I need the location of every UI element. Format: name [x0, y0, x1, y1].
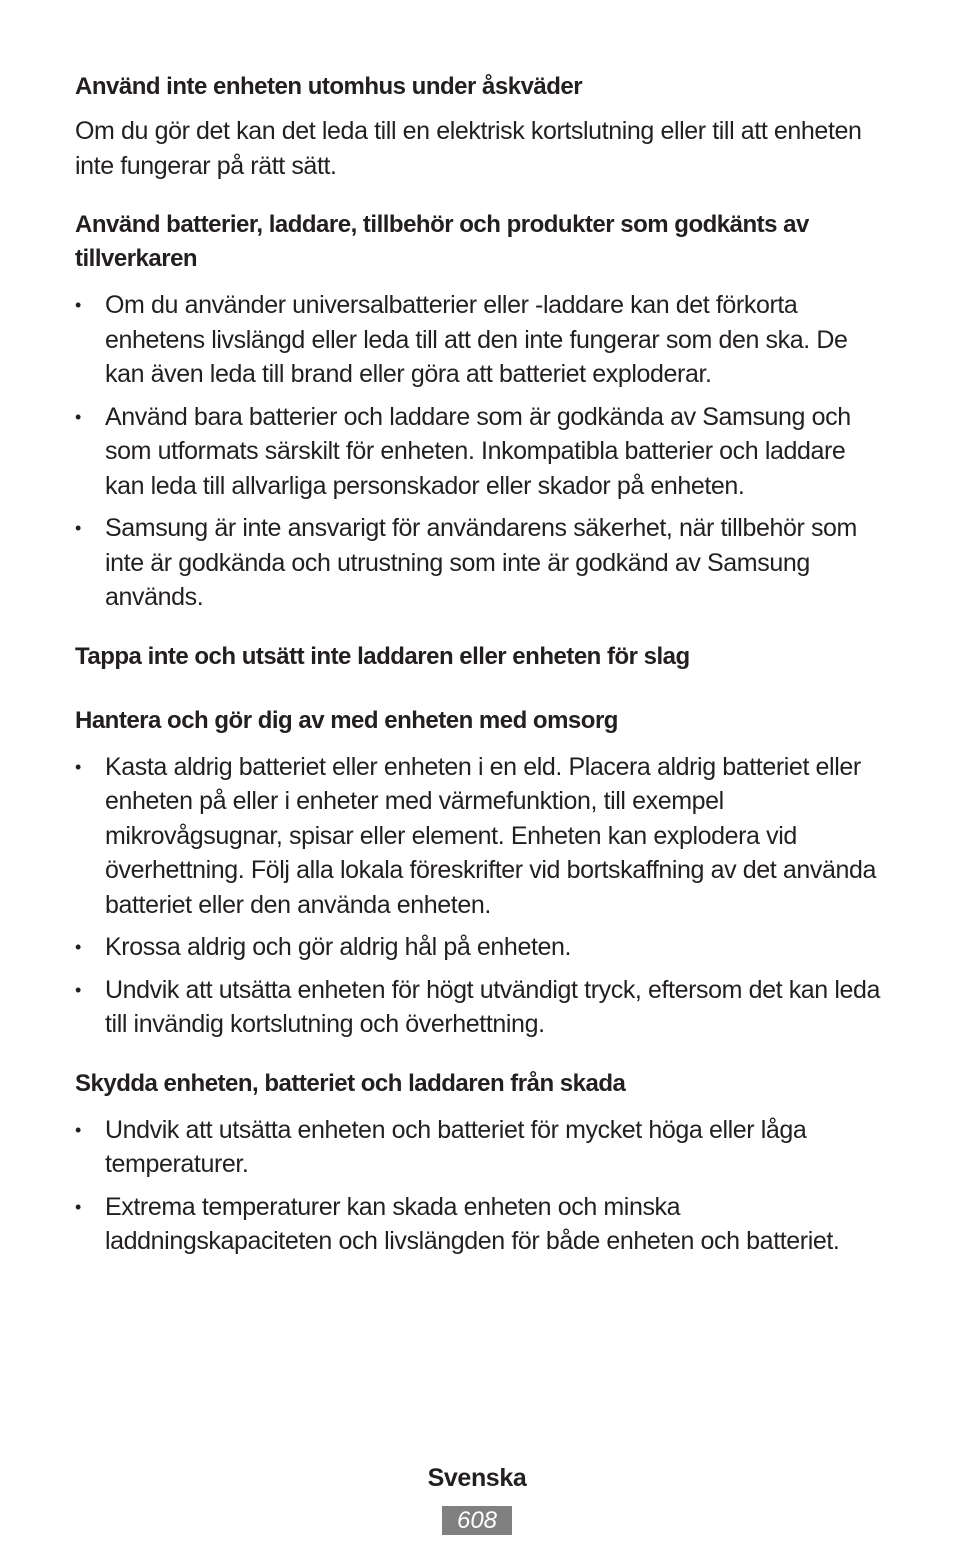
list-item-text: Undvik att utsätta enheten för högt utvändigt tryck, eftersom det kan leda till invändig kortslutning och överhettning. [105, 975, 881, 1038]
footer-language: Svenska [427, 1464, 527, 1492]
page-number: 608 [442, 1506, 512, 1535]
bullet-list [75, 288, 885, 615]
list-item [75, 973, 885, 1042]
section-paragraph: Om du gör det kan det leda till en elektrisk kortslutning eller till att enheten inte fungerar på rätt sätt. [75, 117, 862, 180]
list-item-text: Kasta aldrig batteriet eller enheten i en eld. Placera aldrig batteriet eller enheten på eller i enheter med värmefunktion, till exempel mikrovågsugnar, spisar eller element. Enheten kan explodera vid överhettning. Följ alla lokala föreskrifter vid bortskaffning av det använda batteriet eller den använda enheten. [105, 752, 876, 919]
list-item-text: Använd bara batterier och laddare som är godkända av Samsung och som utformats särskilt för enheten. Inkompatibla batterier och laddare kan leda till allvarliga personskador eller skador på enheten. [105, 402, 851, 500]
list-item-text: Extrema temperaturer kan skada enheten och minska laddningskapaciteten och livslängden för både enheten och batteriet. [105, 1192, 840, 1255]
list-item-text: Om du använder universalbatterier eller -laddare kan det förkorta enhetens livslängd eller leda till att den inte fungerar som den ska. De kan även leda till brand eller göra att batteriet exploderar. [105, 291, 848, 388]
bullet-icon: • [75, 295, 81, 315]
list-item-text: Undvik att utsätta enheten och batteriet för mycket höga eller låga temperaturer. [105, 1115, 807, 1178]
list-item-text: Samsung är inte ansvarigt för användarens säkerhet, när tillbehör som inte är godkända och utrustning som inte är godkänd av Samsung används. [105, 514, 857, 611]
bullet-list [75, 750, 885, 1042]
bullet-icon: • [75, 1196, 81, 1217]
list-item [75, 930, 885, 965]
list-item [75, 288, 885, 392]
list-item [75, 1190, 885, 1259]
section-heading: Hantera och gör dig av med enheten med omsorg [75, 706, 618, 734]
section-heading: Använd inte enheten utomhus under åskväder [75, 73, 583, 100]
list-item [75, 511, 885, 615]
section-heading: Tappa inte och utsätt inte laddaren eller enheten för slag [75, 642, 690, 670]
bullet-icon: • [75, 937, 81, 957]
section-heading: Använd batterier, laddare, tillbehör och produkter som godkänts av tillverkaren [75, 211, 809, 272]
bullet-icon: • [75, 756, 81, 777]
list-item [75, 400, 885, 504]
document-body [75, 70, 885, 1259]
bullet-icon: • [75, 406, 81, 427]
list-item-text: Krossa aldrig och gör aldrig hål på enheten. [105, 933, 572, 961]
bullet-icon: • [75, 979, 81, 1000]
bullet-icon: • [75, 1119, 81, 1140]
bullet-list [75, 1113, 885, 1259]
section-heading: Skydda enheten, batteriet och laddaren från skada [75, 1069, 626, 1097]
list-item [75, 1113, 885, 1182]
list-item [75, 750, 885, 923]
bullet-icon: • [75, 518, 81, 538]
